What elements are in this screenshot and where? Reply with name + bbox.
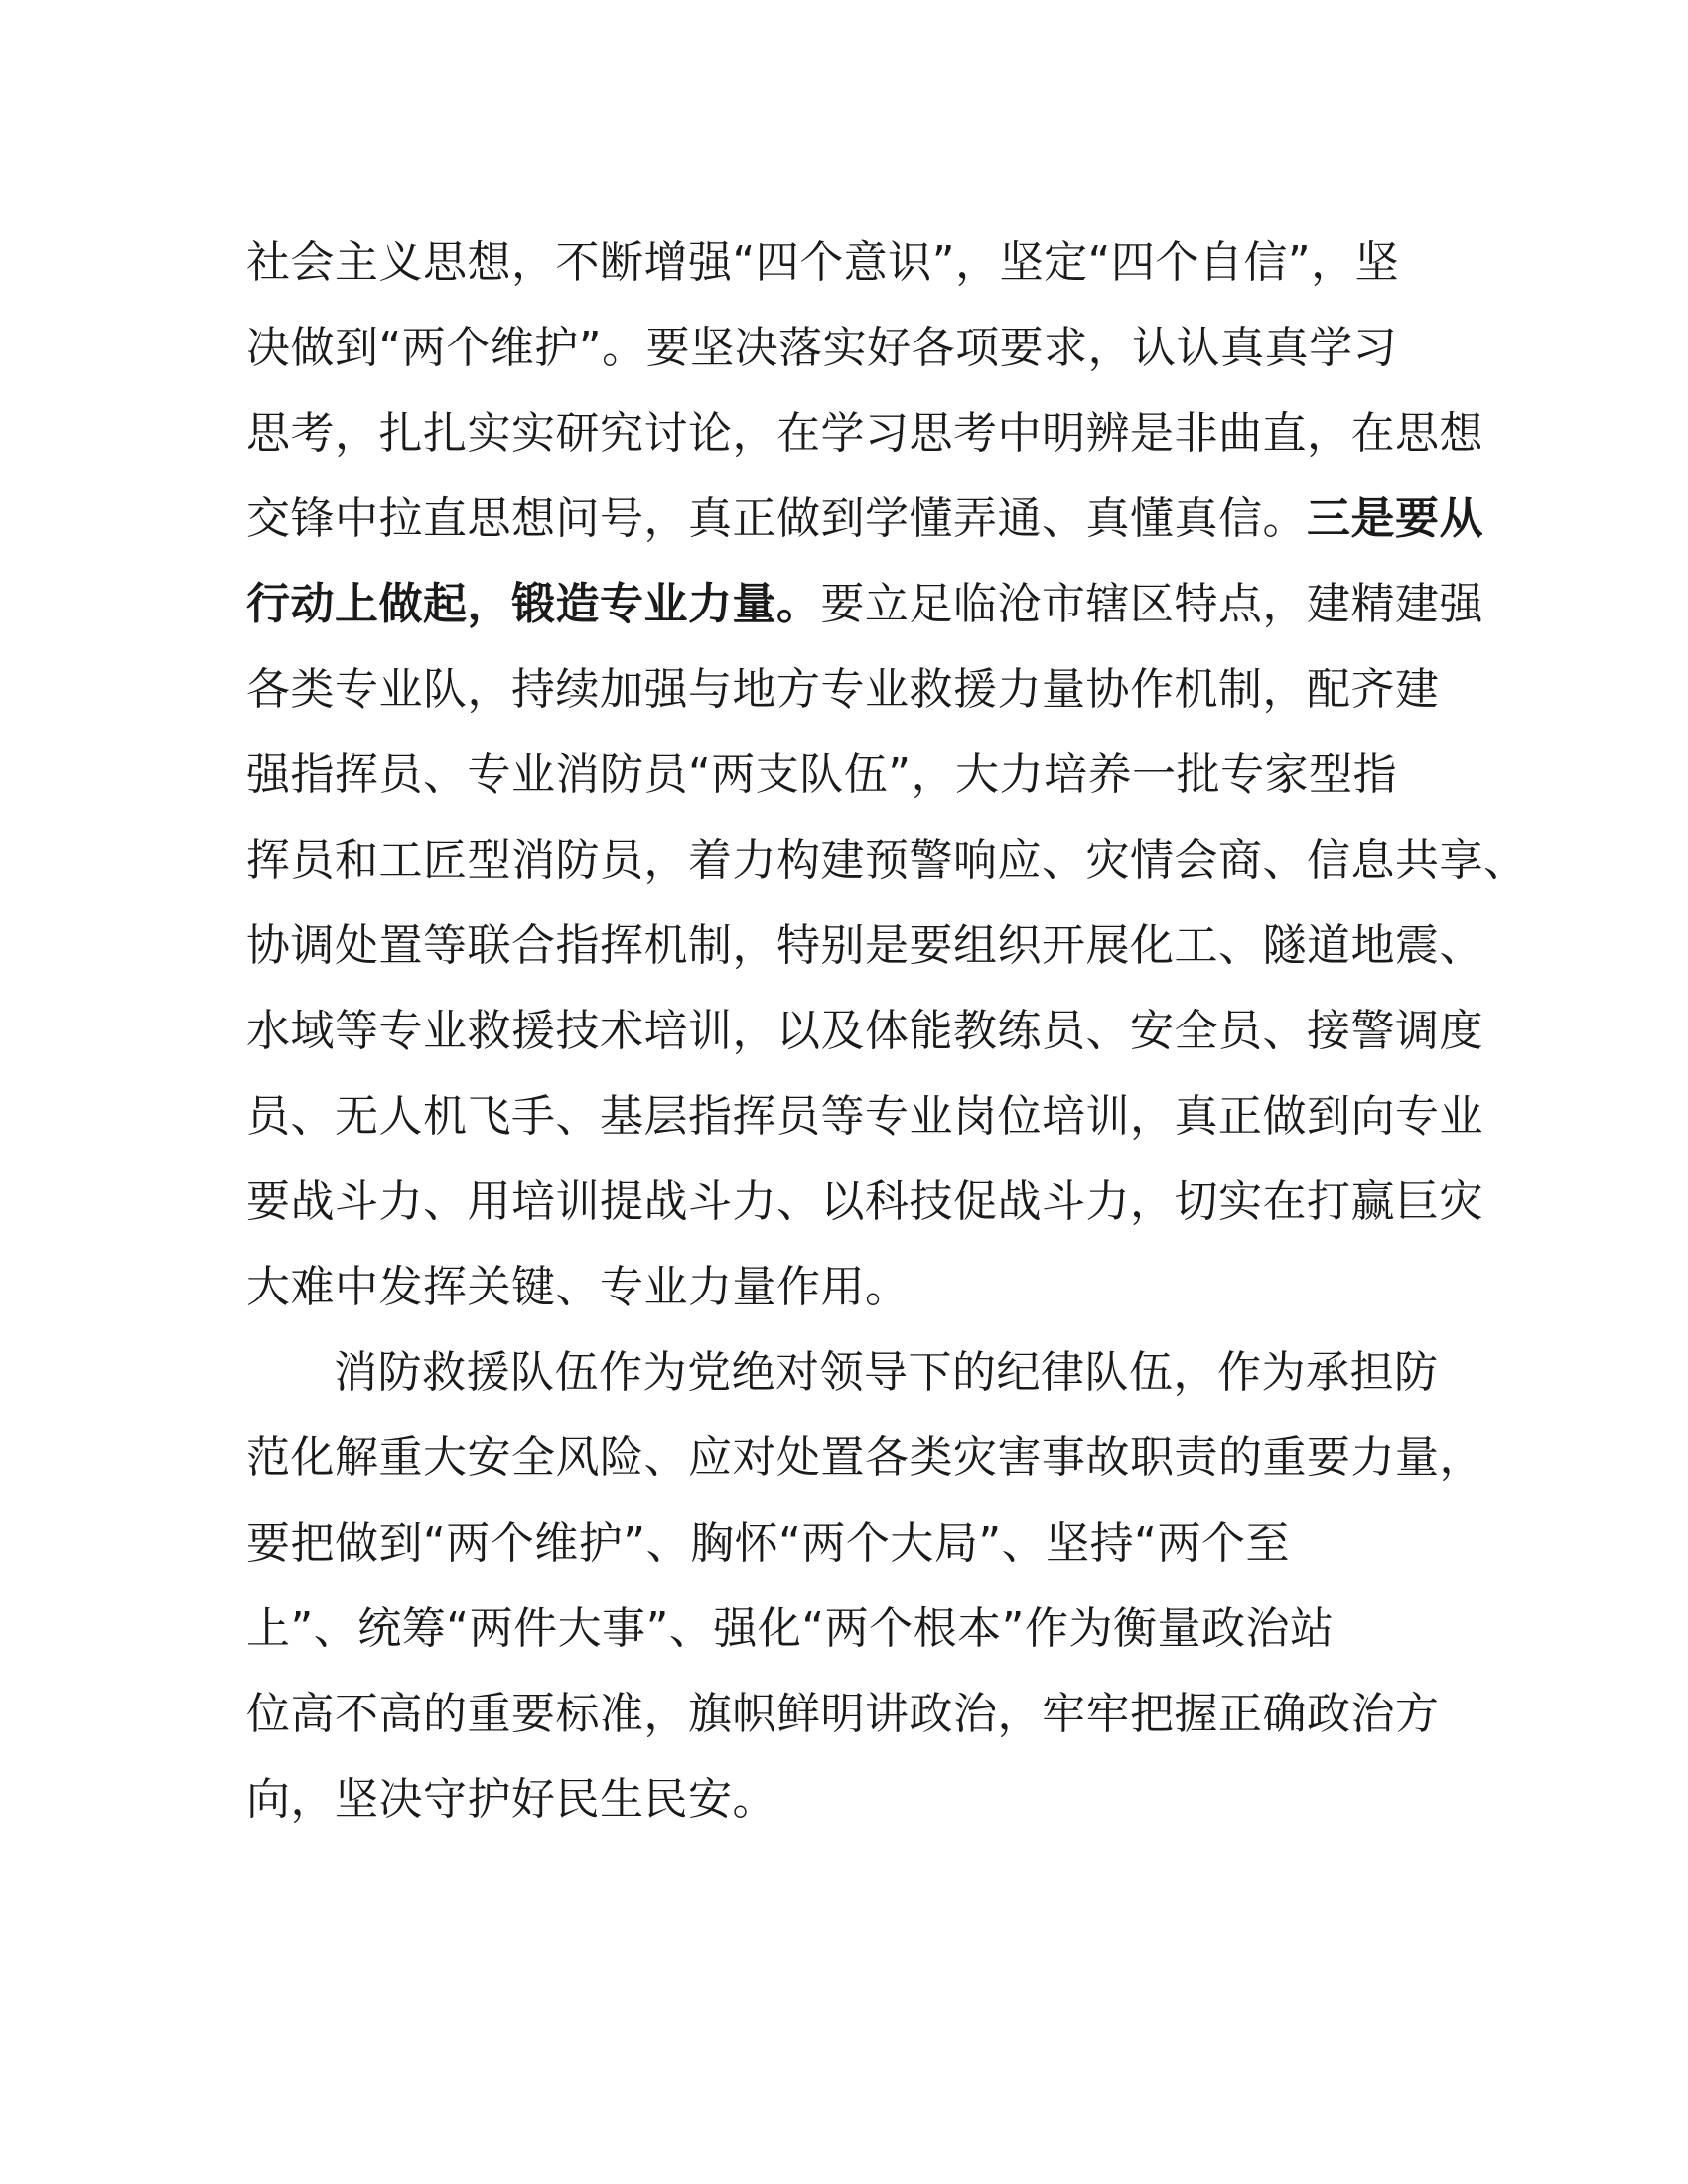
text-line: 要把做到“两个维护”、胸怀“两个大局”、坚持“两个至 xyxy=(246,1518,1290,1569)
text-line: 决做到“两个维护”。要坚决落实好各项要求，认认真真学习 xyxy=(246,323,1398,373)
paragraph-2 xyxy=(246,1330,1483,1843)
text-line: 向，坚决守护好民生民安。 xyxy=(246,1774,776,1825)
text-line: 水域等专业救援技术培训，以及体能教练员、安全员、接警调度 xyxy=(246,1006,1483,1056)
text-line: 要战斗力、用培训提战斗力、以科技促战斗力，切实在打赢巨灾 xyxy=(246,1176,1483,1227)
text-line: 思考，扎扎实实研究讨论，在学习思考中明辨是非曲直，在思想 xyxy=(246,408,1483,459)
paragraph-1 xyxy=(246,220,1528,1330)
text-line: 范化解重大安全风险、应对处置各类灾害事故职责的重要力量， xyxy=(246,1433,1483,1483)
text-line: 挥员和工匠型消防员，着力构建预警响应、灾情会商、信息共享、 xyxy=(246,835,1528,886)
document-body xyxy=(246,220,1528,1843)
text-line: 各类专业队，持续加强与地方专业救援力量协作机制，配齐建 xyxy=(246,664,1440,715)
text-segment: 交锋中拉直思想问号，真正做到学懂弄通、真懂真信。 xyxy=(246,493,1307,544)
bold-heading-segment: 行动上做起，锻造专业力量。 xyxy=(246,579,821,629)
text-segment: 要立足临沧市辖区特点，建精建强 xyxy=(820,579,1483,629)
text-line: 员、无人机飞手、基层指挥员等专业岗位培训，真正做到向专业 xyxy=(246,1091,1483,1142)
text-line: 上”、统筹“两件大事”、强化“两个根本”作为衡量政治站 xyxy=(246,1603,1335,1654)
text-line: 协调处置等联合指挥机制，特别是要组织开展化工、隧道地震、 xyxy=(246,920,1483,971)
text-line: 强指挥员、专业消防员“两支队伍”，大力培养一批专家型指 xyxy=(246,750,1398,800)
text-line: 大难中发挥关键、专业力量作用。 xyxy=(246,1262,910,1312)
text-line: 社会主义思想，不断增强“四个意识”，坚定“四个自信”，坚 xyxy=(246,237,1400,288)
text-line xyxy=(246,562,1483,647)
bold-heading-segment: 三是要从 xyxy=(1307,493,1483,544)
text-line: 位高不高的重要标准，旗帜鲜明讲政治，牢牢把握正确政治方 xyxy=(246,1689,1440,1739)
text-line xyxy=(246,477,1483,562)
text-line: 消防救援队伍作为党绝对领导下的纪律队伍，作为承担防 xyxy=(334,1347,1439,1398)
